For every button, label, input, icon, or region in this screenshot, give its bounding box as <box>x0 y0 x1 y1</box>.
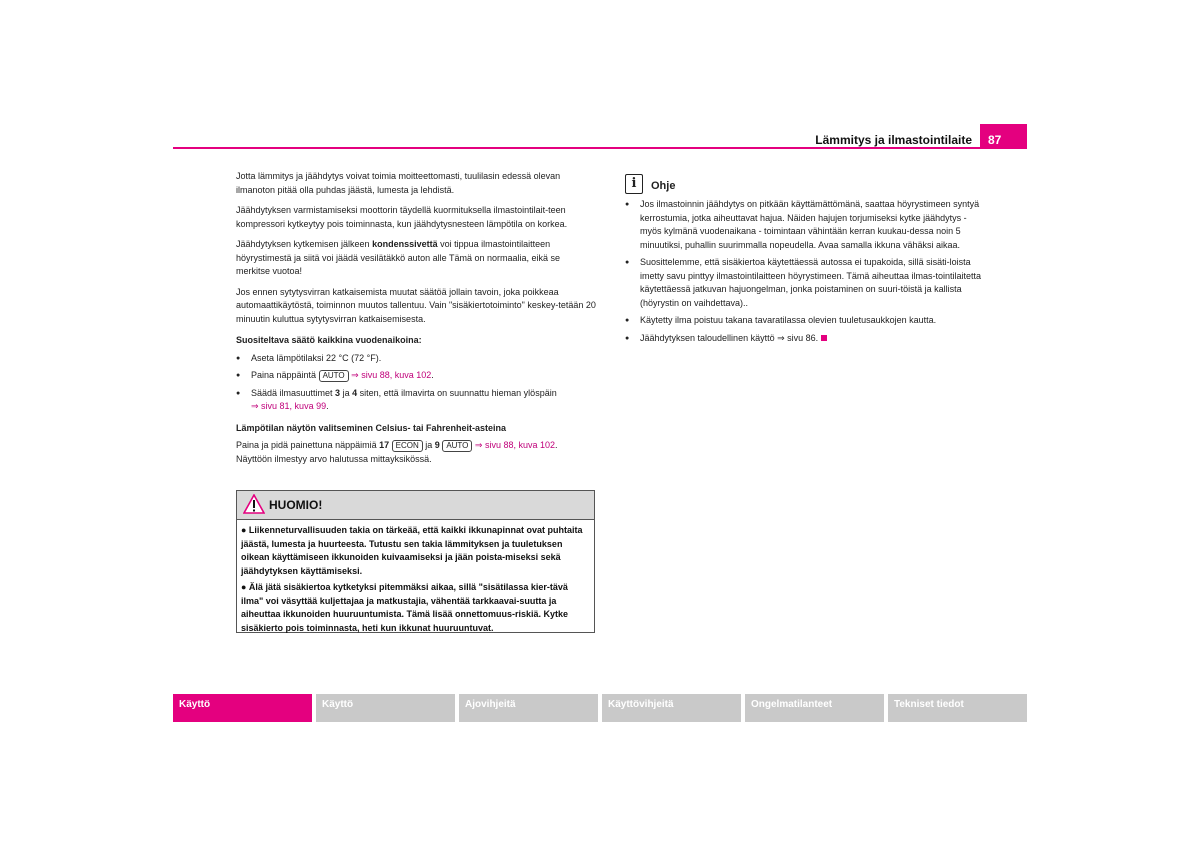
warning-triangle-icon <box>243 494 265 519</box>
list-item: ● Liikenneturvallisuuden takia on tärkeää, että kaikki ikkunapinnat ovat puhtaita jäästä, lumesta ja huurteesta. Tutustu sen takia lämmityksen ja tuuletuksen oikean käyttämiseen ikkunoiden kuivaamiseksi ja jään poista-miseksi sekä jäähdytyksen käyttämiseksi. <box>241 525 583 576</box>
page-number: 87 <box>980 124 1027 148</box>
paragraph: Jäähdytyksen varmistamiseksi moottorin täydellä kuormituksella ilmastointilait-teen kompressori kytkeytyy pois toiminnasta, kun jäähdytysnesteen lämpötila on korkea. <box>236 205 568 229</box>
text: Jäähdytyksen kytkemisen jälkeen <box>236 239 373 249</box>
text: Jäähdytyksen taloudellinen käyttö ⇒ sivu 86. <box>640 332 819 343</box>
list-item: ● Suosittelemme, että sisäkiertoa käytettäessä autossa ei tupakoida, sillä sisäti-loista imetty savu pinttyy ilmastointilaitteen höyrystimeen. Tämä aiheuttaa ilmas-tointilaitetta käytettäessä jatkuvan hajuongelman, jonka poistaminen on suuri-töistä ja kallista (höyrystin on vaihdettava).. <box>625 256 985 310</box>
page-title: Lämmitys ja ilmastointilaite <box>815 133 972 147</box>
tab-kaytto-active[interactable]: Käyttö <box>173 694 312 722</box>
text: siten, että ilmavirta on suunnattu hieman ylöspäin <box>357 387 557 398</box>
warning-body <box>237 520 594 635</box>
warning-header <box>237 491 594 520</box>
auto-key: AUTO <box>442 440 472 452</box>
tab-ajovihjeita[interactable]: Ajovihjeitä <box>459 694 598 722</box>
text: voi tippua ilmastointilaitteen höyrystimestä ja siitä voi jäädä vesilätäkkö auton alle Tämä on normaalia, eikä se merkitse vuotoa! <box>236 239 560 276</box>
left-column <box>236 170 596 473</box>
subheading: Suositeltava säätö kaikkina vuodenaikoina: <box>236 335 422 345</box>
paragraph <box>236 238 596 279</box>
list-item: ● Käytetty ilma poistuu takana tavaratilassa olevien tuuletusaukkojen kautta. <box>625 314 985 328</box>
page-link[interactable]: ⇒ sivu 88, kuva 102 <box>351 370 432 380</box>
list-item: ● Jos ilmastoinnin jäähdytys on pitkään käyttämättömänä, saattaa höyrystimeen syntyä kerrostumia, jotka aiheuttavat hajua. Näiden hajujen torjumiseksi kytke jäähdytys - myös kylmänä vuodenaikana - toimintaan vähintään kerran kuukau-dessa noin 5 minuutiksi, puhallin suurimmalla nopeudella. Avaa samalla ikkuna vähäksi aikaa. <box>625 198 985 252</box>
bold-text: 3 <box>335 387 341 398</box>
list-item <box>236 387 596 414</box>
text: Säädä ilmasuuttimet <box>251 387 336 398</box>
bold-text: 4 <box>352 387 358 398</box>
list-item <box>236 369 596 383</box>
bold-text: 9 <box>434 440 440 450</box>
info-title: Ohje <box>651 180 676 192</box>
text: Näyttöön ilmestyy arvo halutussa mittayksikössä. <box>236 453 432 464</box>
tab-kayttovihjeita[interactable]: Käyttövihjeitä <box>602 694 741 722</box>
right-column <box>625 176 985 349</box>
econ-key: ECON <box>392 440 423 452</box>
info-icon: i <box>625 174 643 194</box>
text: ja <box>340 387 353 398</box>
text: . <box>431 370 434 380</box>
page-link[interactable]: ⇒ sivu 81, kuva 99 <box>251 401 327 411</box>
subheading: Lämpötilan näytön valitseminen Celsius- tai Fahrenheit-asteina <box>236 422 507 433</box>
bottom-tab-bar <box>173 694 1027 722</box>
bold-text: 17 <box>379 440 390 450</box>
text: ja <box>422 440 435 450</box>
text: Paina näppäintä <box>251 370 319 380</box>
auto-key: AUTO <box>319 370 349 382</box>
paragraph: Jotta lämmitys ja jäähdytys voivat toimia moitteettomasti, tuulilasin edessä olevan ilmanoton pitää olla puhdas jäästä, lumesta ja lehdistä. <box>236 171 561 195</box>
text: . <box>326 401 329 411</box>
info-header <box>625 176 985 196</box>
paragraph <box>236 439 596 466</box>
text: Paina ja pidä painettuna näppäimiä <box>236 440 380 450</box>
list-item: ● Älä jätä sisäkiertoa kytketyksi pitemmäksi aikaa, sillä "sisätilassa kier-tävä ilma" voi väsyttää kuljettajaa ja matkustajia, vähentää tarkkaavai-suutta ja aiheuttaa ikkunoiden huuruuntumista. Tämä lisää onnettomuus-riskiä. Kytke sisäkierto pois toiminnasta, heti kun ikkunat huuruuntuvat. <box>241 582 569 633</box>
header-rule <box>173 147 1027 149</box>
warning-box <box>236 490 595 633</box>
bold-text: kondenssivettä <box>372 239 438 249</box>
tab-tekniset-tiedot[interactable]: Tekniset tiedot <box>888 694 1027 722</box>
tab-ongelmatilanteet[interactable]: Ongelmatilanteet <box>745 694 884 722</box>
tab-kaytto[interactable]: Käyttö <box>316 694 455 722</box>
page-link[interactable]: ⇒ sivu 88, kuva 102 <box>474 440 555 450</box>
end-marker-icon <box>821 335 827 341</box>
list-item: ● Aseta lämpötilaksi 22 °C (72 °F). <box>236 352 596 366</box>
paragraph: Jos ennen sytytysvirran katkaisemista muutat säätöä jollain tavoin, joka poikkeaa automaattikäytöstä, toiminnon muutos tallentuu. Vain "sisäkiertotoiminto" keskey-tetään 20 minuutin kuluttua sytytysvirran katkaisemisesta. <box>236 286 596 324</box>
text: . <box>555 440 558 450</box>
warning-title: HUOMIO! <box>269 498 323 512</box>
list-item <box>625 332 985 346</box>
